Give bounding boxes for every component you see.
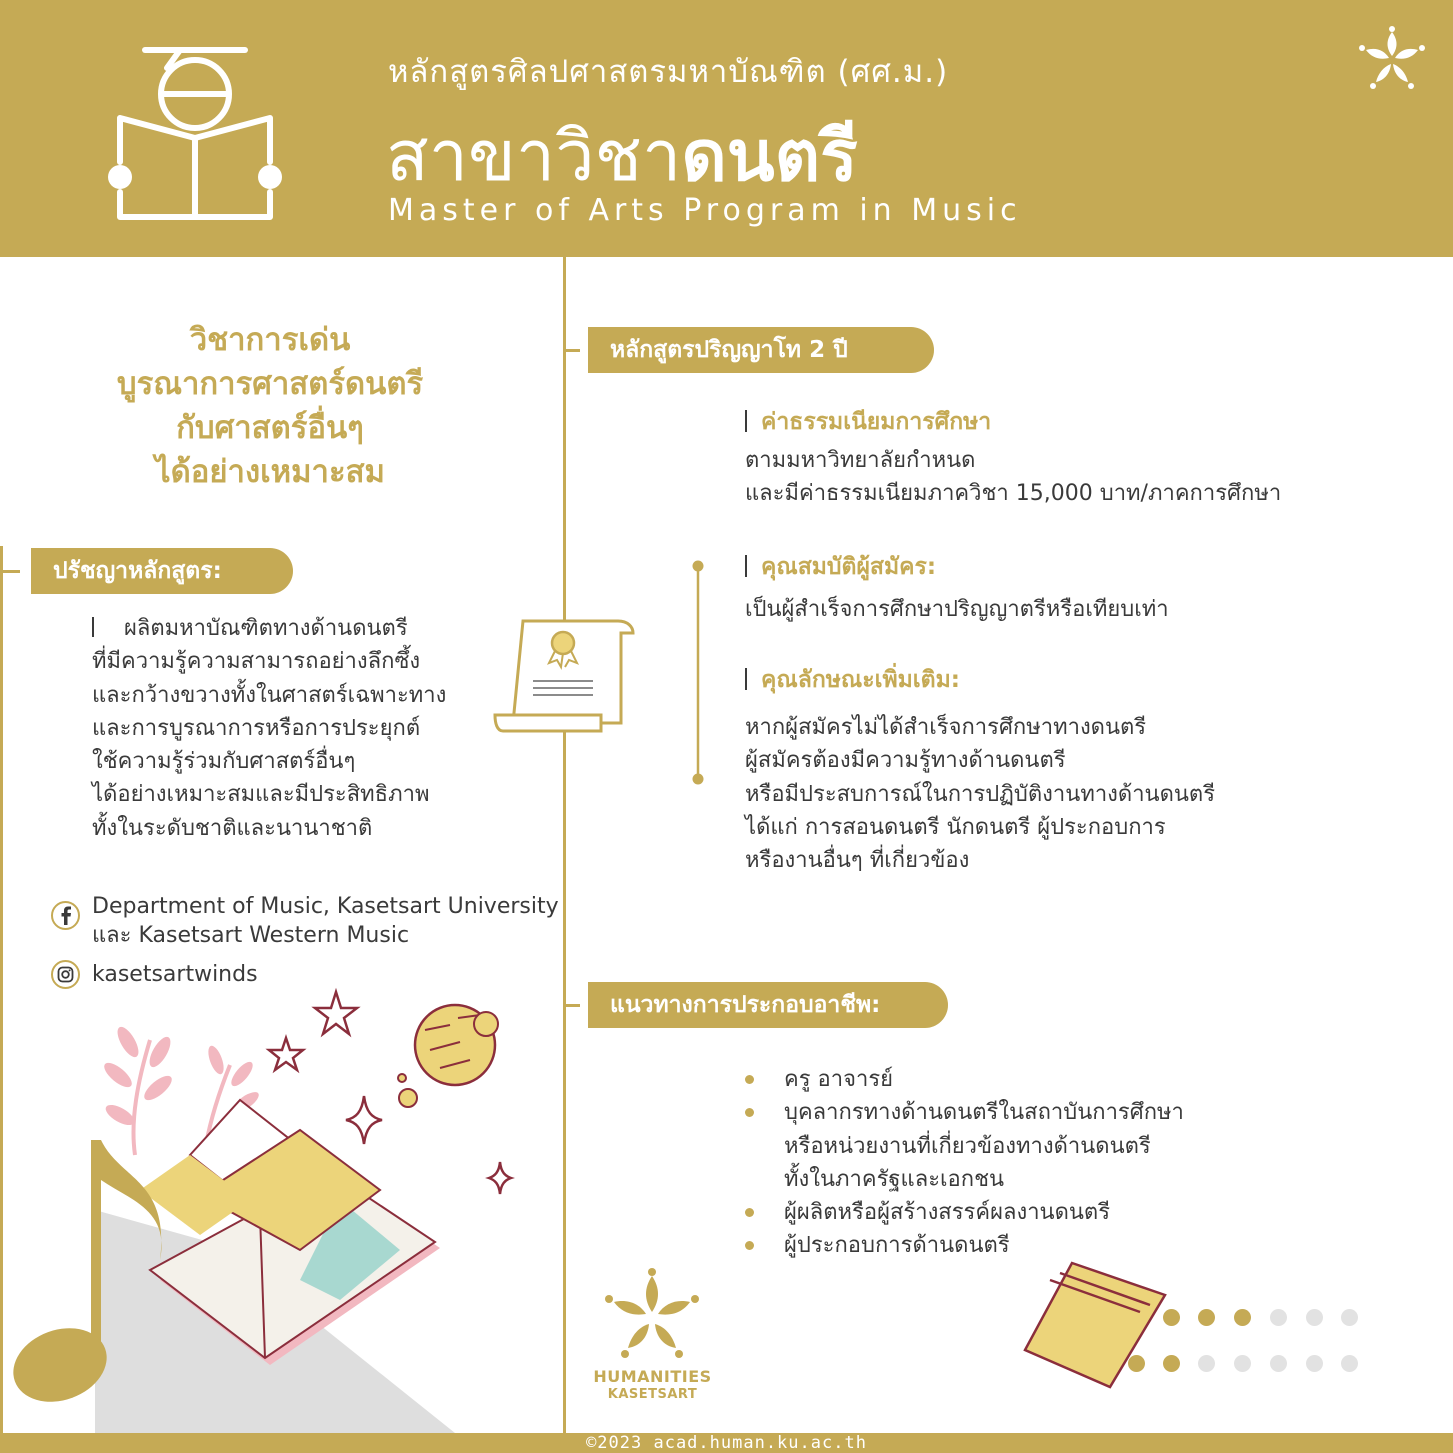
bullet-dot xyxy=(745,1075,754,1084)
dot xyxy=(1270,1309,1287,1326)
highlight-line: วิชาการเด่น xyxy=(189,322,351,358)
bullet-dot xyxy=(745,1241,754,1250)
extra-line: ผู้สมัครต้องมีความรู้ทางด้านดนตรี xyxy=(745,748,1066,774)
extra-body xyxy=(745,711,1215,877)
pill-tick xyxy=(565,349,580,352)
extra-heading xyxy=(745,662,960,698)
line-marker xyxy=(745,668,747,690)
philosophy-line: ได้อย่างเหมาะสมและมีประสิทธิภาพ xyxy=(92,782,430,808)
qualification-heading xyxy=(745,549,936,585)
dot xyxy=(1198,1355,1215,1372)
philosophy-line: และกว้างขวางทั้งในศาสตร์เฉพาะทาง xyxy=(92,682,447,708)
dot xyxy=(1234,1309,1251,1326)
facebook-name-2[interactable]: และ Kasetsart Western Music xyxy=(92,923,410,948)
career-list xyxy=(745,1063,1184,1263)
highlight-block xyxy=(40,318,500,494)
footer-link[interactable]: ©2023 acad.human.ku.ac.th xyxy=(586,1433,867,1453)
certificate-scroll-icon xyxy=(493,615,635,735)
program-label: หลักสูตรปริญญาโท 2 ปี xyxy=(588,327,934,373)
music-book-illustration xyxy=(10,980,555,1433)
english-title: Master of Arts Program in Music xyxy=(388,193,1022,228)
title-bold: ดนตรี xyxy=(681,115,858,197)
dot xyxy=(1306,1355,1323,1372)
program-subtitle: หลักสูตรศิลปศาสตรมหาบัณฑิต (ศศ.ม.) xyxy=(388,54,949,90)
header-banner xyxy=(0,0,1453,257)
dot xyxy=(1128,1355,1145,1372)
dot xyxy=(1270,1355,1287,1372)
fee-heading xyxy=(745,404,991,440)
graduate-reading-icon xyxy=(105,42,285,227)
fee-line: ตามมหาวิทยาลัยกำหนด xyxy=(745,448,976,473)
dot xyxy=(1341,1355,1358,1372)
sparkle-icon xyxy=(346,1096,511,1194)
facebook-name[interactable]: Department of Music, Kasetsart University xyxy=(92,894,559,919)
timeline-connector xyxy=(690,560,706,785)
center-divider xyxy=(563,257,566,1433)
qualification-heading-text: คุณสมบัติผู้สมัคร: xyxy=(761,554,937,580)
list-item-text: ครู อาจารย์ xyxy=(784,1067,894,1092)
extra-line: หากผู้สมัครไม่ได้สำเร็จการศึกษาทางดนตรี xyxy=(745,715,1147,740)
dot-pattern xyxy=(1163,1309,1363,1379)
list-item-text: ผู้ประกอบการด้านดนตรี xyxy=(784,1233,1010,1259)
footer-bar xyxy=(0,1433,1453,1453)
highlight-line: กับศาสตร์อื่นๆ xyxy=(176,410,364,446)
facebook-icon[interactable] xyxy=(50,900,81,931)
instagram-handle[interactable]: kasetsartwinds xyxy=(92,962,258,987)
list-item xyxy=(745,1063,1184,1096)
philosophy-label: ปรัชญาหลักสูตร: xyxy=(31,548,293,594)
fee-heading-text: ค่าธรรมเนียมการศึกษา xyxy=(761,409,992,435)
fee-line: และมีค่าธรรมเนียมภาควิชา 15,000 บาท/ภาคการศึกษา xyxy=(745,481,1282,507)
list-item-text: ทั้งในภาครัฐและเอกชน xyxy=(784,1166,1005,1192)
philosophy-line-text: ผลิตมหาบัณฑิตทางด้านดนตรี xyxy=(124,616,408,641)
dot xyxy=(1163,1355,1180,1372)
qualification-body xyxy=(745,593,1169,626)
highlight-line: ได้อย่างเหมาะสม xyxy=(155,454,385,490)
list-item-text: ผู้ผลิตหรือผู้สร้างสรรค์ผลงานดนตรี xyxy=(784,1200,1111,1226)
highlight-line: บูรณาการศาสตร์ดนตรี xyxy=(116,366,424,402)
line-marker xyxy=(745,410,747,432)
closed-book-icon xyxy=(1020,1255,1170,1390)
brand-sub: KASETSART xyxy=(607,1387,698,1402)
extra-heading-text: คุณลักษณะเพิ่มเติม: xyxy=(761,667,960,693)
list-item xyxy=(745,1196,1184,1229)
extra-line: ได้แก่ การสอนดนตรี นักดนตรี ผู้ประกอบการ xyxy=(745,814,1166,840)
extra-line: หรือมีประสบการณ์ในการปฏิบัติงานทางด้านดนตรี xyxy=(745,781,1216,807)
dot xyxy=(1163,1309,1180,1326)
title-light: สาขาวิชา xyxy=(386,115,682,197)
pill-tick xyxy=(0,570,20,573)
bullet-dot xyxy=(745,1108,754,1117)
list-item xyxy=(745,1096,1184,1196)
philosophy-line: และการบูรณาการหรือการประยุกต์ xyxy=(92,715,421,741)
philosophy-line xyxy=(92,612,552,645)
star-icon xyxy=(269,992,357,1070)
list-item-text: บุคลากรทางด้านดนตรีในสถาบันการศึกษา xyxy=(784,1100,1184,1126)
bullet-dot xyxy=(745,1208,754,1217)
philosophy-line: ใช้ความรู้ร่วมกับศาสตร์อื่นๆ xyxy=(92,749,356,775)
kasetsart-flower-icon xyxy=(1358,26,1426,90)
qualification-line: เป็นผู้สำเร็จการศึกษาปริญญาตรีหรือเทียบเท่า xyxy=(745,597,1169,622)
planet-icon xyxy=(398,1005,498,1107)
extra-line: หรืองานอื่นๆ ที่เกี่ยวข้อง xyxy=(745,848,970,874)
dot xyxy=(1306,1309,1323,1326)
facebook-row[interactable] xyxy=(50,892,559,962)
line-marker xyxy=(745,555,747,577)
dot xyxy=(1234,1355,1251,1372)
pill-tick xyxy=(565,1004,580,1007)
list-item-text: หรือหน่วยงานที่เกี่ยวข้องทางด้านดนตรี xyxy=(784,1133,1151,1159)
humanities-logo-icon xyxy=(605,1268,700,1358)
philosophy-line: ที่มีความรู้ความสามารถอย่างลึกซึ้ง xyxy=(92,649,421,675)
career-label: แนวทางการประกอบอาชีพ: xyxy=(588,982,948,1028)
left-edge-line xyxy=(0,546,3,1433)
philosophy-line: ทั้งในระดับชาติและนานาชาติ xyxy=(92,815,373,841)
fee-body xyxy=(745,444,1281,511)
brand-name: HUMANITIES xyxy=(593,1367,712,1386)
line-marker xyxy=(92,617,94,637)
dot xyxy=(1198,1309,1215,1326)
philosophy-text xyxy=(92,612,552,845)
dot xyxy=(1341,1309,1358,1326)
